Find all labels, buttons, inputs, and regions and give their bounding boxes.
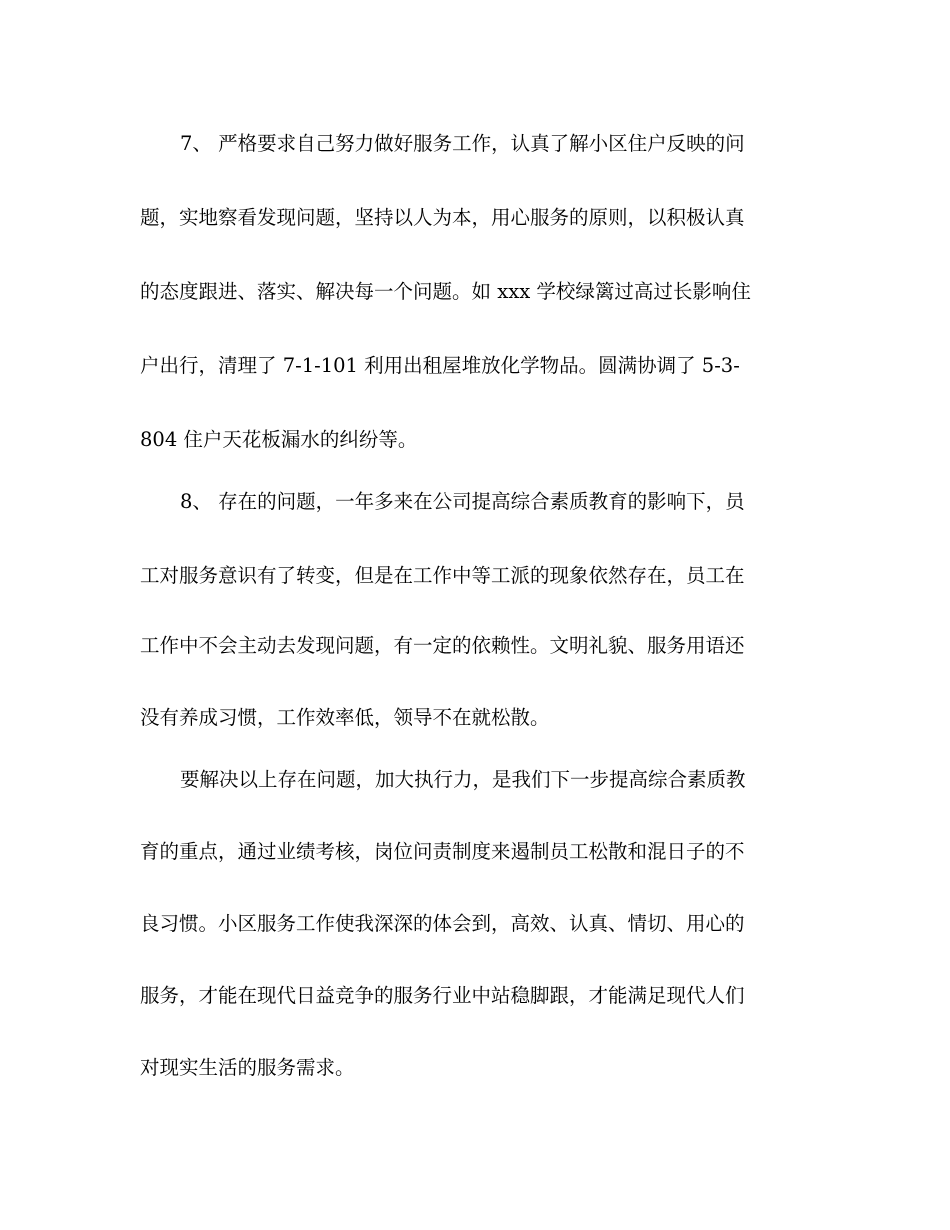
paragraph-1-line-3: 的态度跟进、落实、解决每一个问题。如 xxx 学校绿篱过高过长影响住 (140, 280, 751, 303)
paragraph-3-line-3: 良习惯。小区服务工作使我深深的体会到，高效、认真、情切、用心的 (140, 912, 745, 935)
paragraph-3-line-5: 对现实生活的服务需求。 (140, 1056, 355, 1079)
paragraph-3-line-2: 育的重点，通过业绩考核，岗位问责制度来遏制员工松散和混日子的不 (140, 840, 745, 863)
paragraph-2-line-2: 工对服务意识有了转变，但是在工作中等工派的现象依然存在，员工在 (140, 564, 745, 587)
paragraph-2-line-4: 没有养成习惯，工作效率低，领导不在就松散。 (140, 706, 550, 729)
paragraph-3-line-4: 服务，才能在现代日益竞争的服务行业中站稳脚跟，才能满足现代人们 (140, 984, 745, 1007)
paragraph-3-line-1: 要解决以上存在问题，加大执行力，是我们下一步提高综合素质教 (180, 768, 746, 791)
paragraph-1-line-1: 7、 严格要求自己努力做好服务工作，认真了解小区住户反映的问 (180, 132, 745, 155)
paragraph-1-line-2: 题，实地察看发现问题，坚持以人为本，用心服务的原则，以积极认真 (140, 206, 745, 229)
paragraph-1-line-5: 804 住户天花板漏水的纠纷等。 (140, 428, 418, 451)
paragraph-1-line-4: 户出行，清理了 7-1-101 利用出租屋堆放化学物品。圆满协调了 5-3- (140, 354, 740, 377)
paragraph-2-line-3: 工作中不会主动去发现问题，有一定的依赖性。文明礼貌、服务用语还 (140, 634, 745, 657)
paragraph-2-line-1: 8、 存在的问题，一年多来在公司提高综合素质教育的影响下，员 (180, 490, 745, 513)
